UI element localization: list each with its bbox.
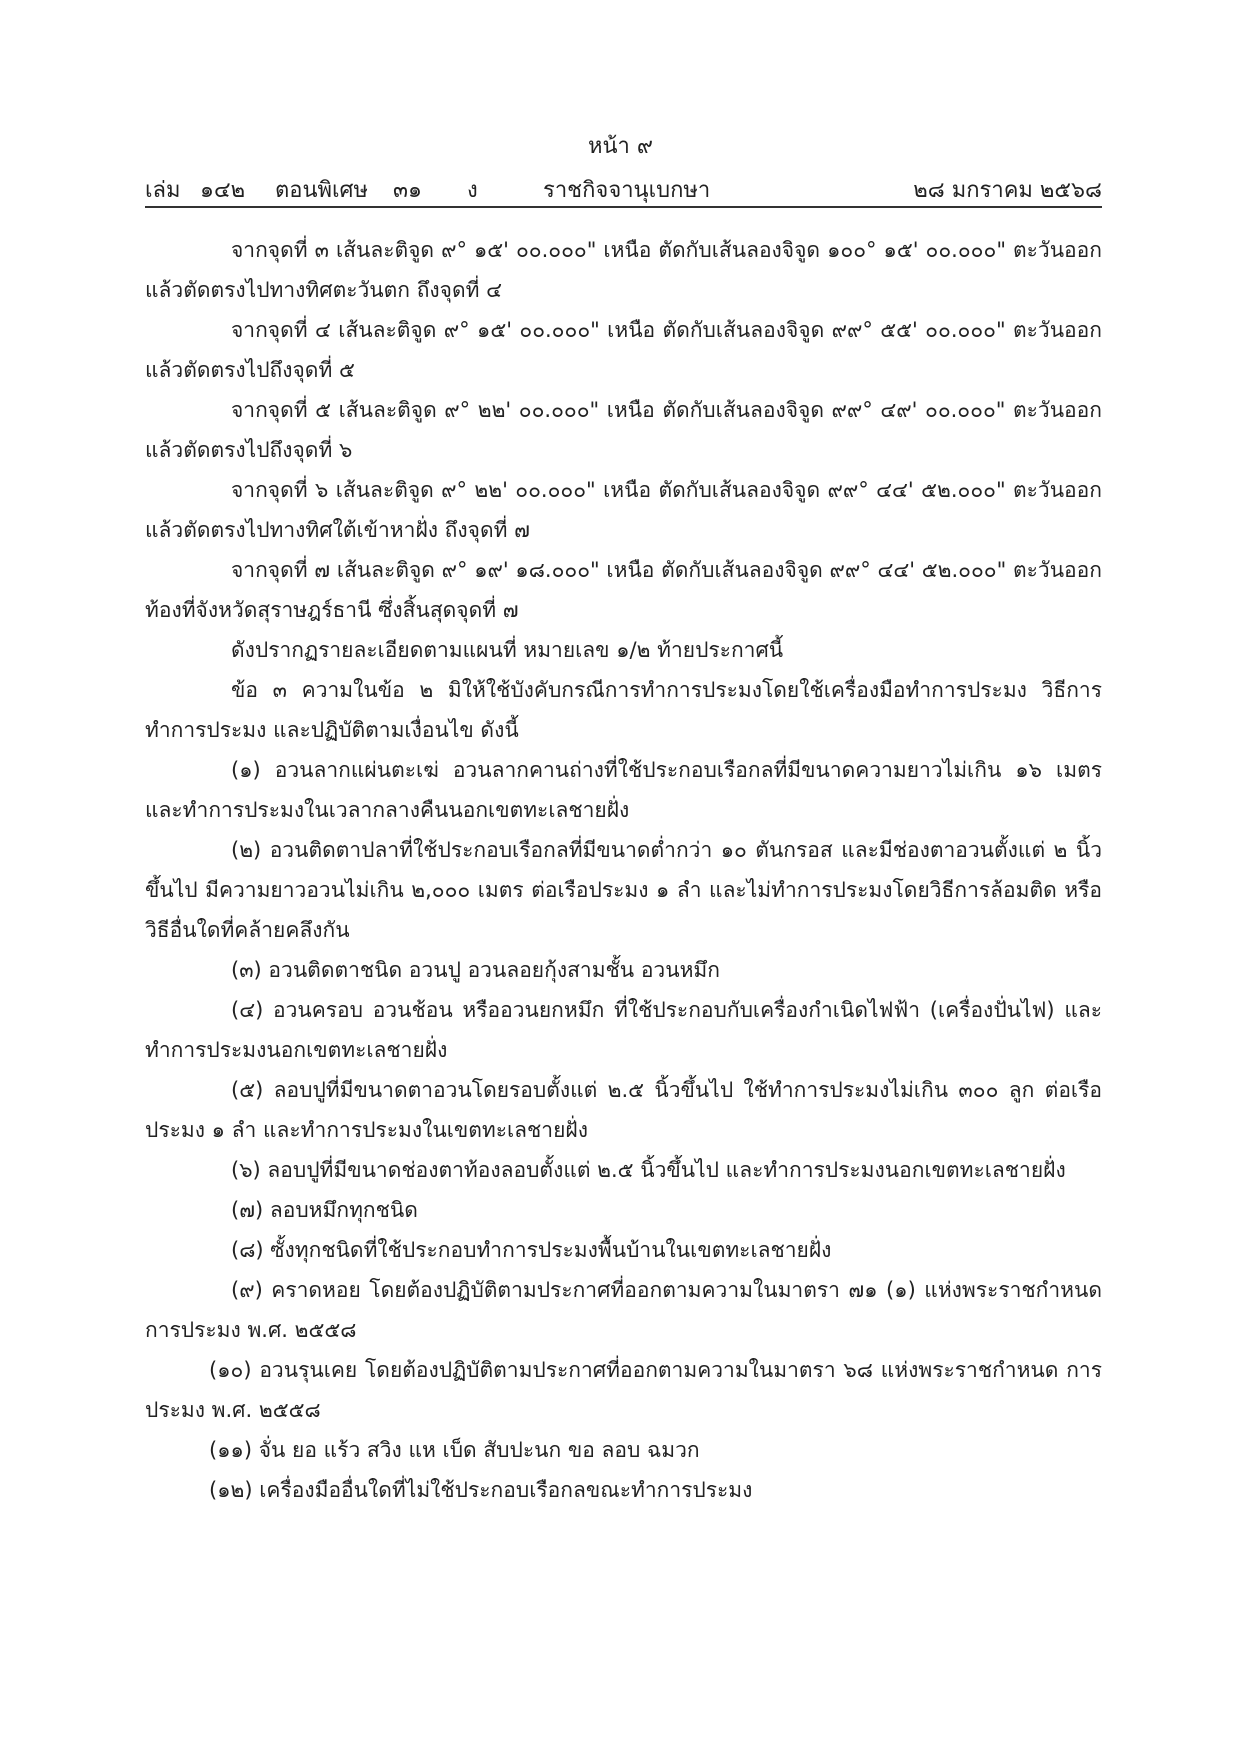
list-item: (๙) คราดหอย โดยต้องปฏิบัติตามประกาศที่ออกตามความในมาตรา ๗๑ (๑) แห่งพระราชกำหนด การประมง พ.ศ. ๒๕๕๘ (145, 1278, 1102, 1342)
list-item: (๑๒) เครื่องมืออื่นใดที่ไม่ใช้ประกอบเรือกลขณะทำการประมง (209, 1478, 753, 1502)
list-item: (๒) อวนติดตาปลาที่ใช้ประกอบเรือกลที่มีขนาดต่ำกว่า ๑๐ ตันกรอส และมีช่องตาอวนตั้งแต่ ๒ นิ้วขึ้นไป มีความยาวอวนไม่เกิน ๒,๐๐๐ เมตร ต่อเรือประมง ๑ ลำ และไม่ทำการประมงโดยวิธีการล้อมติด หรือวิธีอื่นใดที่คล้ายคลึงกัน (145, 838, 1102, 942)
list-item: (๑) อวนลากแผ่นตะเฆ่ อวนลากคานถ่างที่ใช้ประกอบเรือกลที่มีขนาดความยาวไม่เกิน ๑๖ เมตร และทำการประมงในเวลากลางคืนนอกเขตทะเลชายฝั่ง (145, 758, 1102, 822)
gazette-header (145, 168, 1102, 202)
coordinate-paragraph: จากจุดที่ ๔ เส้นละติจูด ๙° ๑๕' ๐๐.๐๐๐" เหนือ ตัดกับเส้นลองจิจูด ๙๙° ๕๕' ๐๐.๐๐๐" ตะวันออก แล้วตัดตรงไปถึงจุดที่ ๕ (145, 318, 1102, 382)
list-item: (๔) อวนครอบ อวนช้อน หรืออวนยกหมึก ที่ใช้ประกอบกับเครื่องกำเนิดไฟฟ้า (เครื่องปั่นไฟ) และทำการประมงนอกเขตทะเลชายฝั่ง (145, 998, 1102, 1062)
coordinate-paragraph: จากจุดที่ ๗ เส้นละติจูด ๙° ๑๙' ๑๘.๐๐๐" เหนือ ตัดกับเส้นลองจิจูด ๙๙° ๔๔' ๕๒.๐๐๐" ตะวันออก ท้องที่จังหวัดสุราษฎร์ธานี ซึ่งสิ้นสุดจุดที่ ๗ (145, 558, 1102, 622)
clause-3: ข้อ ๓ ความในข้อ ๒ มิให้ใช้บังคับกรณีการทำการประมงโดยใช้เครื่องมือทำการประมง วิธีการทำการประมง และปฏิบัติตามเงื่อนไข ดังนี้ (145, 678, 1102, 742)
volume-number: ๑๔๒ (200, 178, 246, 203)
list-item: (๓) อวนติดตาชนิด อวนปู อวนลอยกุ้งสามชั้น อวนหมึก (231, 958, 720, 982)
coordinate-paragraph: จากจุดที่ ๕ เส้นละติจูด ๙° ๒๒' ๐๐.๐๐๐" เหนือ ตัดกับเส้นลองจิจูด ๙๙° ๔๙' ๐๐.๐๐๐" ตะวันออก แล้วตัดตรงไปถึงจุดที่ ๖ (145, 398, 1102, 462)
coordinate-paragraph: จากจุดที่ ๖ เส้นละติจูด ๙° ๒๒' ๐๐.๐๐๐" เหนือ ตัดกับเส้นลองจิจูด ๙๙° ๔๔' ๕๒.๐๐๐" ตะวันออก แล้วตัดตรงไปทางทิศใต้เข้าหาฝั่ง ถึงจุดที่ ๗ (145, 478, 1102, 542)
header-divider (145, 206, 1102, 208)
coordinate-paragraph: จากจุดที่ ๓ เส้นละติจูด ๙° ๑๕' ๐๐.๐๐๐" เหนือ ตัดกับเส้นลองจิจูด ๑๐๐° ๑๕' ๐๐.๐๐๐" ตะวันออก แล้วตัดตรงไปทางทิศตะวันตก ถึงจุดที่ ๔ (145, 238, 1102, 302)
list-item: (๑๐) อวนรุนเคย โดยต้องปฏิบัติตามประกาศที่ออกตามความในมาตรา ๖๘ แห่งพระราชกำหนด การประมง พ.ศ. ๒๕๕๘ (145, 1358, 1102, 1422)
section-number: ๓๑ (393, 178, 423, 203)
publication-date: ๒๘ มกราคม ๒๕๖๘ (913, 178, 1102, 203)
volume-label: เล่ม (145, 178, 181, 203)
section-label: ตอนพิเศษ (275, 178, 369, 203)
list-item: (๑๑) จั่น ยอ แร้ว สวิง แห เบ็ด สับปะนก ขอ ลอบ ฉมวก (209, 1438, 700, 1462)
list-item: (๖) ลอบปูที่มีขนาดช่องตาท้องลอบตั้งแต่ ๒.๕ นิ้วขึ้นไป และทำการประมงนอกเขตทะเลชายฝั่ง (231, 1158, 1066, 1182)
list-item: (๘) ซั้งทุกชนิดที่ใช้ประกอบทำการประมงพื้นบ้านในเขตทะเลชายฝั่ง (231, 1238, 832, 1262)
section-letter: ง (467, 178, 478, 203)
document-body (145, 230, 1102, 1510)
gazette-name: ราชกิจจานุเบกษา (543, 178, 711, 203)
list-item: (๗) ลอบหมึกทุกชนิด (231, 1198, 418, 1222)
map-reference: ดังปรากฏรายละเอียดตามแผนที่ หมายเลข ๑/๒ ท้ายประกาศนี้ (231, 638, 784, 662)
list-item: (๕) ลอบปูที่มีขนาดตาอวนโดยรอบตั้งแต่ ๒.๕ นิ้วขึ้นไป ใช้ทำการประมงไม่เกิน ๓๐๐ ลูก ต่อเรือประมง ๑ ลำ และทำการประมงในเขตทะเลชายฝั่ง (145, 1078, 1102, 1142)
page-number: หน้า ๙ (587, 134, 653, 159)
